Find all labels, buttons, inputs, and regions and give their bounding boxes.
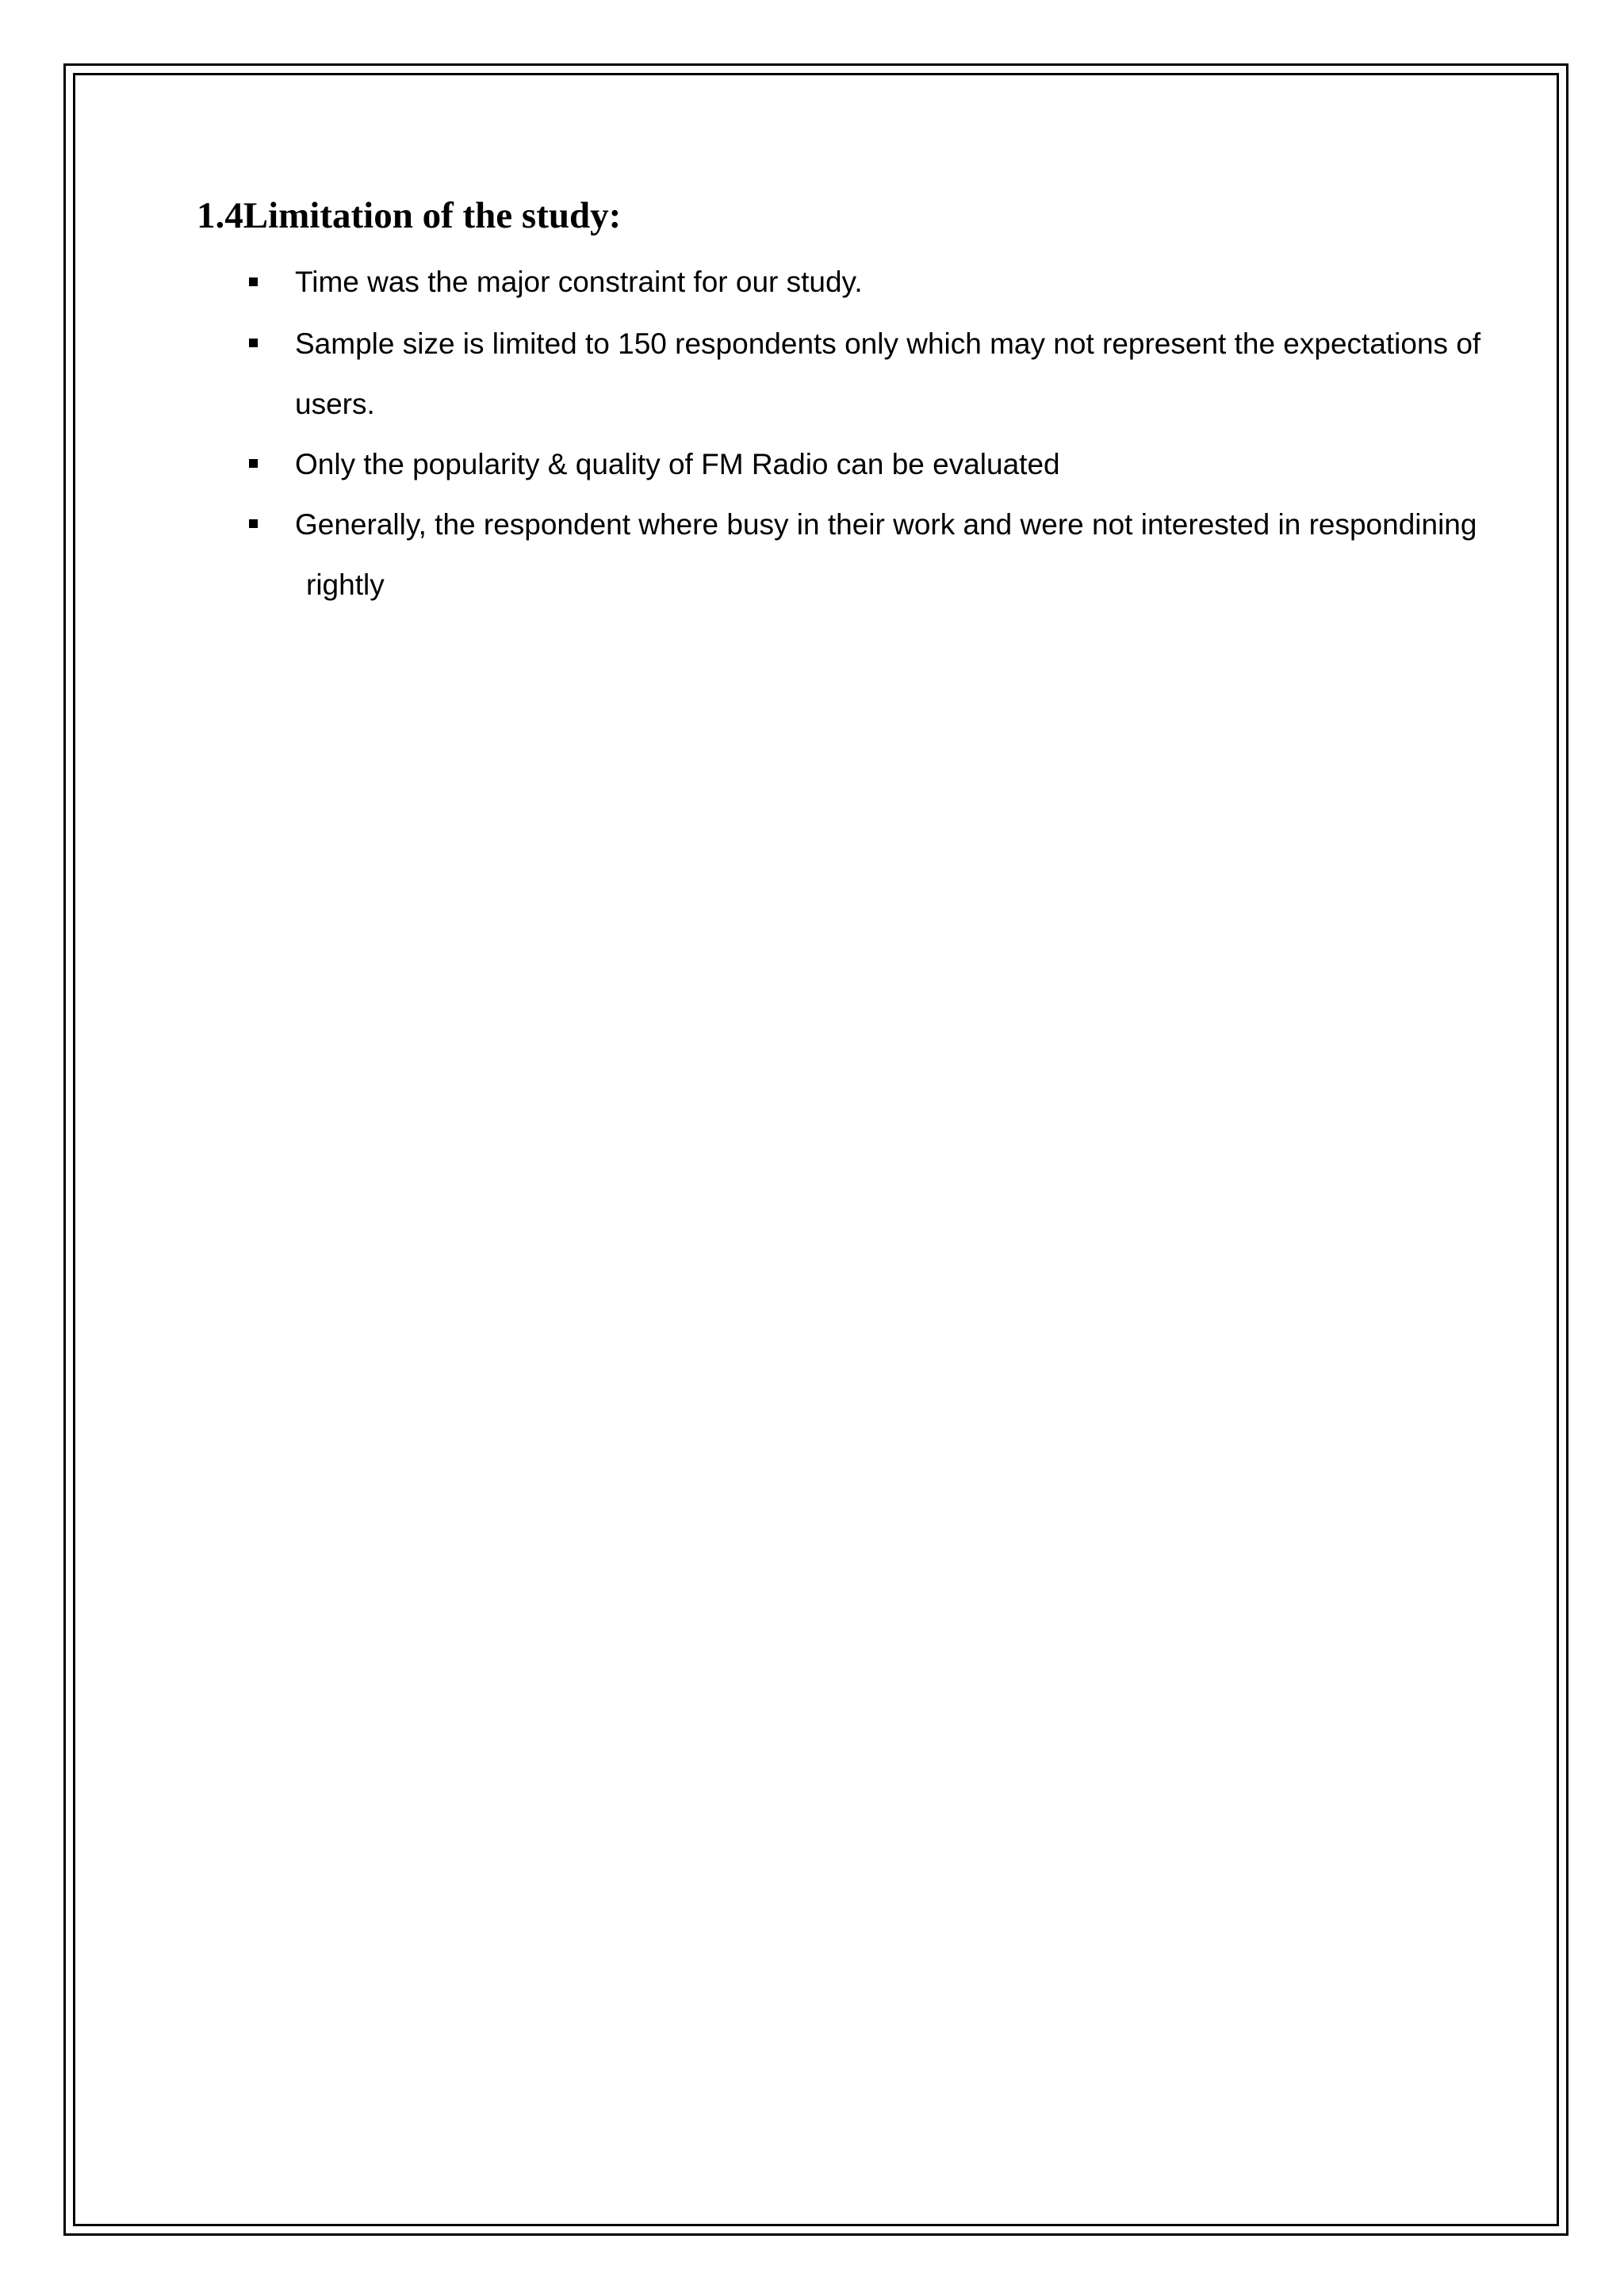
bullet-square-icon (249, 339, 258, 347)
list-item-text: Generally, the respondent where busy in their work and were not interested in respondining (295, 508, 1477, 541)
bullet-square-icon (249, 277, 258, 286)
bullet-square-icon (249, 459, 258, 468)
bullet-square-icon (249, 519, 258, 528)
page-border (63, 63, 1568, 2236)
list-item-text-continued: users. (295, 388, 375, 420)
section-heading: 1.4Limitation of the study: (197, 195, 622, 236)
list-item-text: Sample size is limited to 150 respondents only which may not represent the expectations of (295, 327, 1481, 360)
list-item-text: Time was the major constraint for our study. (295, 266, 863, 298)
list-item-text-continued: rightly (306, 568, 385, 601)
list-item-text: Only the popularity & quality of FM Radio can be evaluated (295, 448, 1060, 480)
